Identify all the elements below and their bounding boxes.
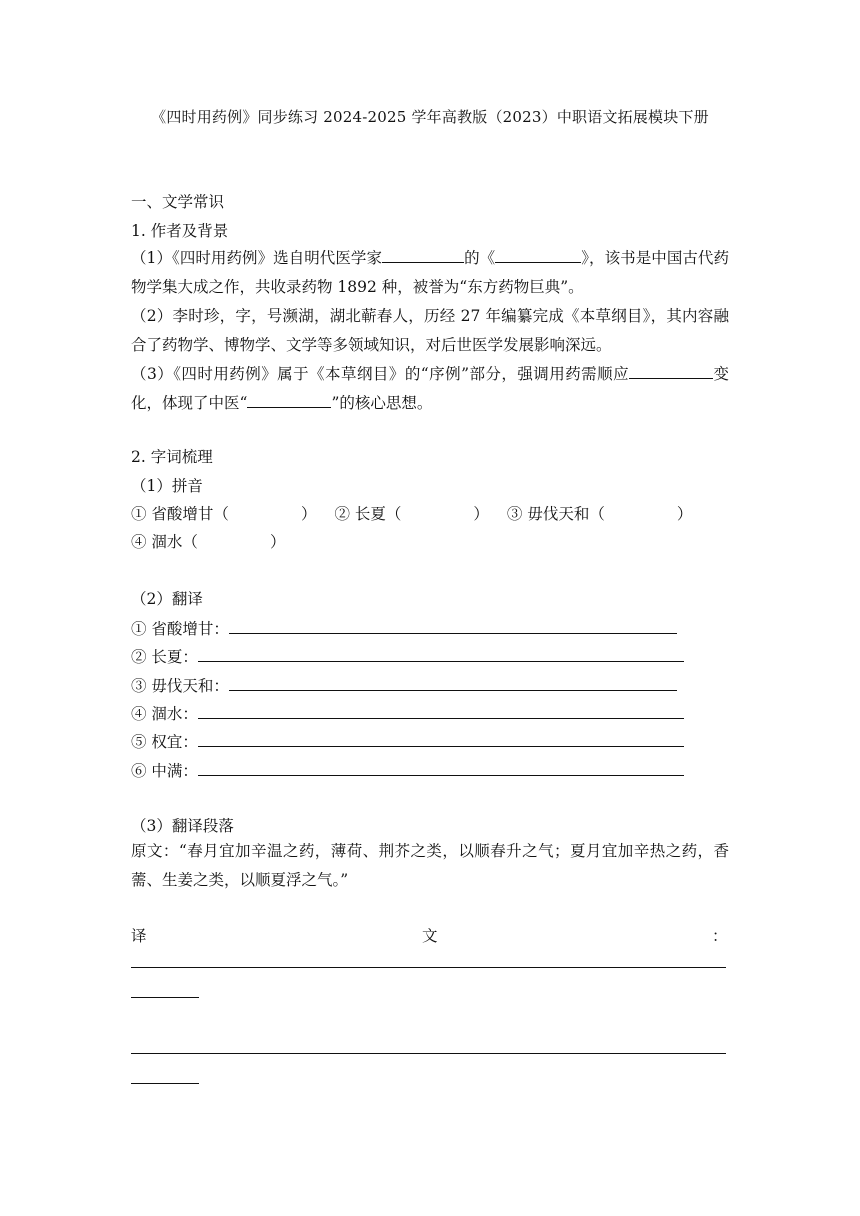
q1-3-text-c: ”的核心思想。	[331, 394, 433, 412]
translate-answer-line-5[interactable]	[198, 730, 684, 747]
translate-row-1	[131, 617, 677, 640]
q1-1-text-a: （1）《四时用药例》选自明代医学家	[131, 249, 383, 267]
paren-close-1: ）	[300, 505, 317, 523]
translate-row-4	[131, 702, 684, 725]
pinyin-item-1: ① 省酸增甘（	[131, 505, 229, 523]
translation-answer-line-2-tail[interactable]	[131, 1083, 199, 1084]
fill-blank-seasons[interactable]	[629, 361, 713, 379]
translate-item-1: ① 省酸增甘：	[131, 620, 229, 638]
paren-close-2: ）	[473, 505, 489, 523]
question-1-2: （2）李时珍，字，号濒湖，湖北蕲春人，历经 27 年编纂完成《本草纲目》，其内容融合了药物学、博物学、文学等多领域知识，对后世医学发展影响深远。	[131, 307, 729, 354]
paren-close-3: ）	[676, 505, 693, 523]
translate-answer-line-4[interactable]	[198, 702, 684, 719]
pinyin-row-2	[131, 531, 285, 553]
document-title: 《四时用药例》同步练习 2024-2025 学年高教版（2023）中职语文拓展模块下册	[151, 108, 709, 126]
translate-row-5	[131, 730, 684, 753]
translate-item-2: ② 长夏：	[131, 648, 198, 666]
translate-answer-line-1[interactable]	[229, 617, 677, 634]
paren-close-4: ）	[269, 533, 286, 551]
translation-answer-line-1[interactable]	[131, 967, 726, 968]
subheading-word-study: 2. 字词梳理	[131, 448, 213, 466]
paragraph-translate-label: （3）翻译段落	[131, 817, 234, 835]
translate-item-3: ③ 毋伐天和：	[131, 677, 229, 695]
fill-blank-book[interactable]	[495, 245, 581, 263]
q1-1-text-c: 》，该书是中国古代药物学集大成之作，共收录药物 1892 种，被誉为“东方药物巨典”。	[131, 249, 729, 296]
translation-answer-line-1-tail[interactable]	[131, 997, 199, 998]
pinyin-row-1	[131, 503, 692, 525]
translation-answer-line-2[interactable]	[131, 1053, 726, 1054]
pinyin-item-2: ② 长夏（	[334, 505, 402, 523]
q1-3-text-a: （3）《四时用药例》属于《本草纲目》的“序例”部分，强调用药需顺应	[131, 365, 630, 383]
fill-blank-core-idea[interactable]	[247, 390, 331, 408]
translate-answer-line-6[interactable]	[198, 759, 684, 776]
translate-row-2	[131, 645, 684, 668]
original-text: 原文：“春月宜加辛温之药，薄荷、荆芥之类，以顺春升之气；夏月宜加辛热之药，香薷、生姜之类，以顺夏浮之气。”	[131, 842, 729, 889]
translate-row-3	[131, 674, 677, 697]
translation-label-colon: ：	[712, 927, 728, 945]
translate-label: （2）翻译	[131, 590, 203, 608]
pinyin-item-3: ③ 毋伐天和（	[506, 505, 605, 523]
subheading-author-background: 1. 作者及背景	[131, 222, 229, 240]
translate-row-6	[131, 759, 684, 782]
section-heading-literature: 一、文学常识	[131, 193, 225, 211]
translation-label-char-1: 译	[131, 927, 147, 945]
translate-answer-line-2[interactable]	[198, 645, 684, 662]
q1-1-text-b: 的《	[464, 249, 496, 267]
q1-3-text-b: 变化，体现了中医“	[131, 365, 729, 412]
translate-item-6: ⑥ 中满：	[131, 762, 198, 780]
translate-item-4: ④ 涸水：	[131, 705, 198, 723]
pinyin-label: （1）拼音	[131, 477, 203, 495]
question-1-1	[131, 244, 729, 302]
question-1-3	[131, 360, 729, 418]
translate-answer-line-3[interactable]	[229, 674, 677, 691]
translate-item-5: ⑤ 权宜：	[131, 733, 198, 751]
fill-blank-author[interactable]	[382, 245, 464, 263]
pinyin-item-4: ④ 涸水（	[131, 533, 198, 551]
translation-label-char-2: 文	[422, 927, 438, 945]
